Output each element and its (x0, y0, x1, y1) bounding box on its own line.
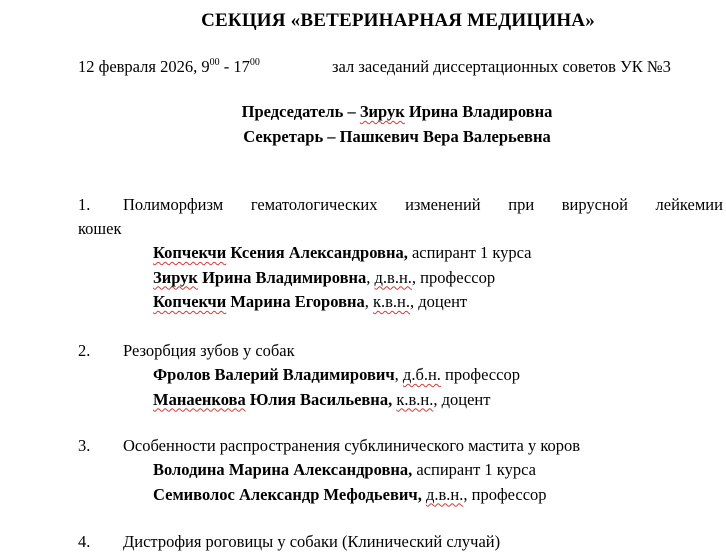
item-title: Дистрофия роговицы у собаки (Клинический случай) (123, 532, 501, 551)
author-line: Семиволос Александр Мефодьевич, д.в.н., профессор (153, 484, 547, 504)
time-separator: - 17 (219, 57, 250, 76)
date-venue-line (78, 57, 671, 77)
chair-given-name: Ирина Владировна (404, 102, 553, 121)
venue-text: зал заседаний диссертационных советов УК №3 (332, 57, 671, 76)
author-line: Манаенкова Юлия Васильевна, к.в.н., доцент (153, 389, 491, 409)
chair-label: Председатель – (241, 102, 360, 121)
end-time-minutes: 00 (249, 57, 260, 68)
author-line: Фролов Валерий Владимирович, д.б.н. профессор (153, 365, 520, 384)
author-line: Копчекчи Ксения Александровна, аспирант 1 курса (153, 243, 532, 262)
secretary-line: Секретарь – Пашкевич Вера Валерьевна (243, 127, 551, 146)
item-number: 2. (78, 341, 91, 360)
author-line: Зирук Ирина Владимировна, д.в.н., профессор (153, 267, 496, 287)
section-title: СЕКЦИЯ «ВЕТЕРИНАРНАЯ МЕДИЦИНА» (201, 10, 595, 31)
item-number: 3. (78, 436, 91, 455)
agenda-item-3 (78, 436, 726, 509)
start-time-minutes: 00 (209, 57, 220, 68)
item-title-continuation: кошек (78, 219, 122, 238)
agenda-item-2 (78, 341, 726, 414)
chairperson-line (0, 102, 726, 122)
agenda-item-4 (78, 532, 726, 556)
item-title: Резорбция зубов у собак (123, 341, 295, 360)
item-title: Особенности распространения субклинического мастита у коров (123, 436, 581, 455)
item-number: 1. (78, 195, 91, 214)
item-number: 4. (78, 532, 91, 551)
date-text: 12 февраля 2026, 9 (78, 57, 210, 76)
item-title: Полиморфизм гематологических изменений при вирусной лейкемии (123, 195, 723, 214)
author-line: Копчекчи Марина Егоровна, к.в.н., доцент (153, 292, 468, 311)
author-line: Володина Марина Александровна, аспирант 1 курса (153, 460, 536, 479)
chair-surname: Зирук (359, 102, 405, 121)
agenda-item-1 (78, 195, 726, 317)
